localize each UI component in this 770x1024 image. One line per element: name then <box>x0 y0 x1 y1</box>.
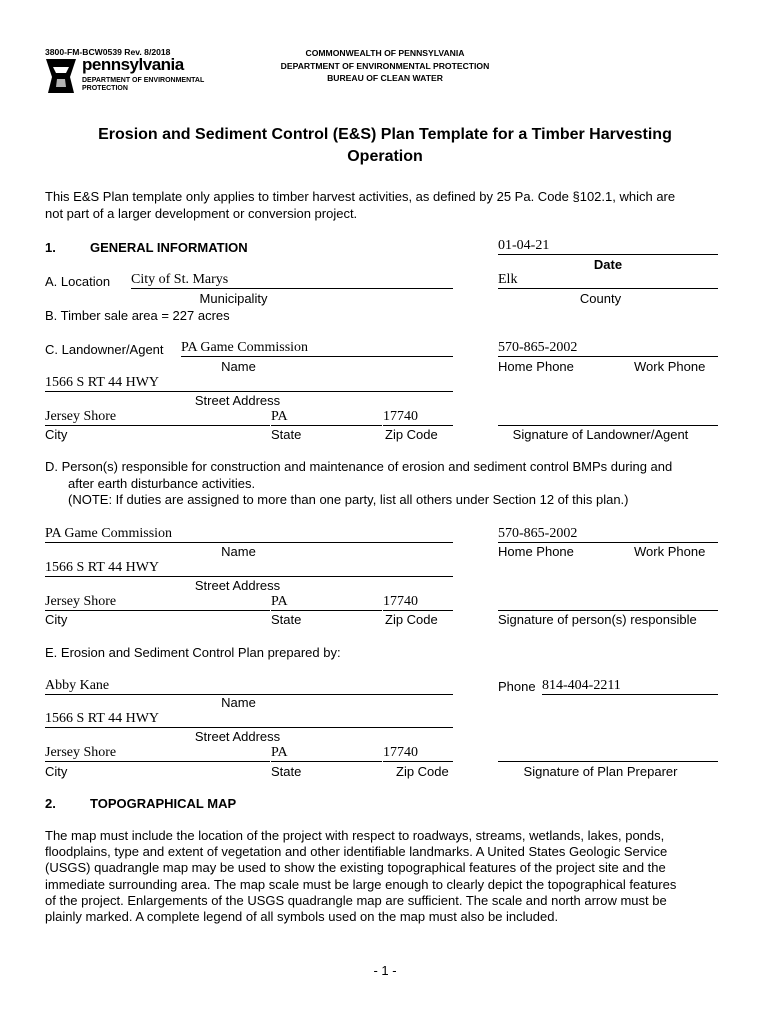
municipality-field[interactable]: City of St. Marys <box>131 272 453 289</box>
preparer-street-label: Street Address <box>194 729 281 744</box>
landowner-home-phone-label: Home Phone <box>498 359 574 374</box>
responsible-state-field[interactable]: PA <box>271 594 382 611</box>
section-2-paragraph <box>45 828 725 925</box>
responsible-zip-label: Zip Code <box>385 612 438 627</box>
date-field[interactable]: 01-04-21 <box>498 238 718 255</box>
responsible-name-label: Name <box>221 544 256 559</box>
section-2-line-3: (USGS) quadrangle map may be used to show the existing topographical features of the project site and the <box>45 860 666 876</box>
location-prefix: A. Location <box>45 274 111 289</box>
agency-line-3: BUREAU OF CLEAN WATER <box>327 73 443 83</box>
landowner-signature-field[interactable] <box>498 409 718 426</box>
intro-line-2: not part of a larger development or conversion project. <box>45 205 358 221</box>
preparer-phone-field[interactable]: 814-404-2211 <box>542 678 718 695</box>
responsible-line-1: D. Person(s) responsible for construction and maintenance of erosion and sediment control BMPs during and <box>45 459 673 474</box>
preparer-phone-prefix: Phone <box>498 679 536 694</box>
section-1-number: 1. <box>45 240 56 255</box>
logo-dept-line-2: PROTECTION <box>82 85 128 92</box>
preparer-city-field[interactable]: Jersey Shore <box>45 745 270 762</box>
responsible-city-field[interactable]: Jersey Shore <box>45 594 270 611</box>
responsible-work-phone-label: Work Phone <box>634 544 706 559</box>
preparer-name-field[interactable]: Abby Kane <box>45 678 453 695</box>
responsible-name-field[interactable]: PA Game Commission <box>45 526 453 543</box>
preparer-street-field[interactable]: 1566 S RT 44 HWY <box>45 711 453 728</box>
page-title <box>40 124 730 168</box>
pa-dep-logo <box>44 57 214 97</box>
landowner-city-label: City <box>45 427 68 442</box>
date-label: Date <box>593 257 623 272</box>
page-title-line-2: Operation <box>347 148 423 165</box>
logo-dept-line-1: DEPARTMENT OF ENVIRONMENTAL <box>82 77 205 84</box>
responsible-street-field[interactable]: 1566 S RT 44 HWY <box>45 560 453 577</box>
responsible-instructions <box>45 459 735 509</box>
responsible-state-label: State <box>271 612 302 627</box>
section-2-line-2: floodplains, type and extent of vegetation and other identifiable landmarks. A United States Geologic Service <box>45 844 668 860</box>
page-number: - 1 - <box>373 963 397 978</box>
agency-line-1: COMMONWEALTH OF PENNSYLVANIA <box>305 48 465 58</box>
county-label: County <box>579 291 622 306</box>
section-2-heading: TOPOGRAPHICAL MAP <box>90 796 237 811</box>
landowner-name-field[interactable]: PA Game Commission <box>181 340 453 357</box>
timber-sale-area: B. Timber sale area = 227 acres <box>45 308 230 323</box>
landowner-work-phone-label: Work Phone <box>634 359 706 374</box>
responsible-phone-field[interactable]: 570-865-2002 <box>498 526 718 543</box>
landowner-zip-label: Zip Code <box>385 427 438 442</box>
landowner-name-label: Name <box>221 359 256 374</box>
responsible-signature-field[interactable] <box>498 594 718 611</box>
section-2-line-5: of the project. Enlargements of the USGS quadrangle map are sufficient. The scale and north arrow must be <box>45 892 667 908</box>
responsible-street-label: Street Address <box>194 578 281 593</box>
responsible-city-label: City <box>45 612 68 627</box>
landowner-signature-label: Signature of Landowner/Agent <box>512 427 689 442</box>
responsible-signature-label: Signature of person(s) responsible <box>498 612 697 627</box>
responsible-line-2: after earth disturbance activities. <box>68 475 256 491</box>
preparer-city-label: City <box>45 764 68 779</box>
section-1-heading: GENERAL INFORMATION <box>90 240 248 255</box>
preparer-signature-field[interactable] <box>498 745 718 762</box>
preparer-state-label: State <box>271 764 302 779</box>
pennsylvania-keystone-logo-icon <box>44 57 78 95</box>
landowner-state-field[interactable]: PA <box>271 409 382 426</box>
landowner-state-label: State <box>271 427 302 442</box>
form-id: 3800-FM-BCW0539 Rev. 8/2018 <box>45 47 171 57</box>
section-2-number: 2. <box>45 796 56 811</box>
preparer-zip-label: Zip Code <box>396 764 449 779</box>
agency-block <box>200 47 570 85</box>
section-2-line-4: immediate surrounding area. The map scale must be large enough to clearly depict the topographical features <box>45 876 677 892</box>
section-2-line-6: plainly marked. A complete legend of all symbols used on the map must also be included. <box>45 909 559 925</box>
section-2-line-1: The map must include the location of the project with respect to roadways, streams, wetlands, lakes, ponds, <box>45 828 665 843</box>
county-field[interactable]: Elk <box>498 272 718 289</box>
landowner-prefix: C. Landowner/Agent <box>45 342 164 357</box>
municipality-label: Municipality <box>199 291 268 306</box>
intro-line-1: This E&S Plan template only applies to timber harvest activities, as defined by 25 Pa. Code §102.1, which are <box>45 189 676 204</box>
preparer-name-label: Name <box>221 695 256 710</box>
responsible-home-phone-label: Home Phone <box>498 544 574 559</box>
landowner-street-label: Street Address <box>194 393 281 408</box>
landowner-phone-field[interactable]: 570-865-2002 <box>498 340 718 357</box>
page-title-line-1: Erosion and Sediment Control (E&S) Plan Template for a Timber Harvesting <box>98 126 672 143</box>
responsible-zip-field[interactable]: 17740 <box>383 594 453 611</box>
landowner-zip-field[interactable]: 17740 <box>383 409 453 426</box>
intro-paragraph <box>45 189 725 222</box>
preparer-zip-field[interactable]: 17740 <box>383 745 453 762</box>
agency-line-2: DEPARTMENT OF ENVIRONMENTAL PROTECTION <box>280 60 490 71</box>
landowner-street-field[interactable]: 1566 S RT 44 HWY <box>45 375 453 392</box>
logo-wordmark: pennsylvania <box>82 55 184 74</box>
responsible-line-3: (NOTE: If duties are assigned to more than one party, list all others under Section 12 of this plan.) <box>68 492 629 507</box>
preparer-intro: E. Erosion and Sediment Control Plan prepared by: <box>45 645 341 660</box>
preparer-state-field[interactable]: PA <box>271 745 382 762</box>
preparer-signature-label: Signature of Plan Preparer <box>523 764 678 779</box>
landowner-city-field[interactable]: Jersey Shore <box>45 409 270 426</box>
